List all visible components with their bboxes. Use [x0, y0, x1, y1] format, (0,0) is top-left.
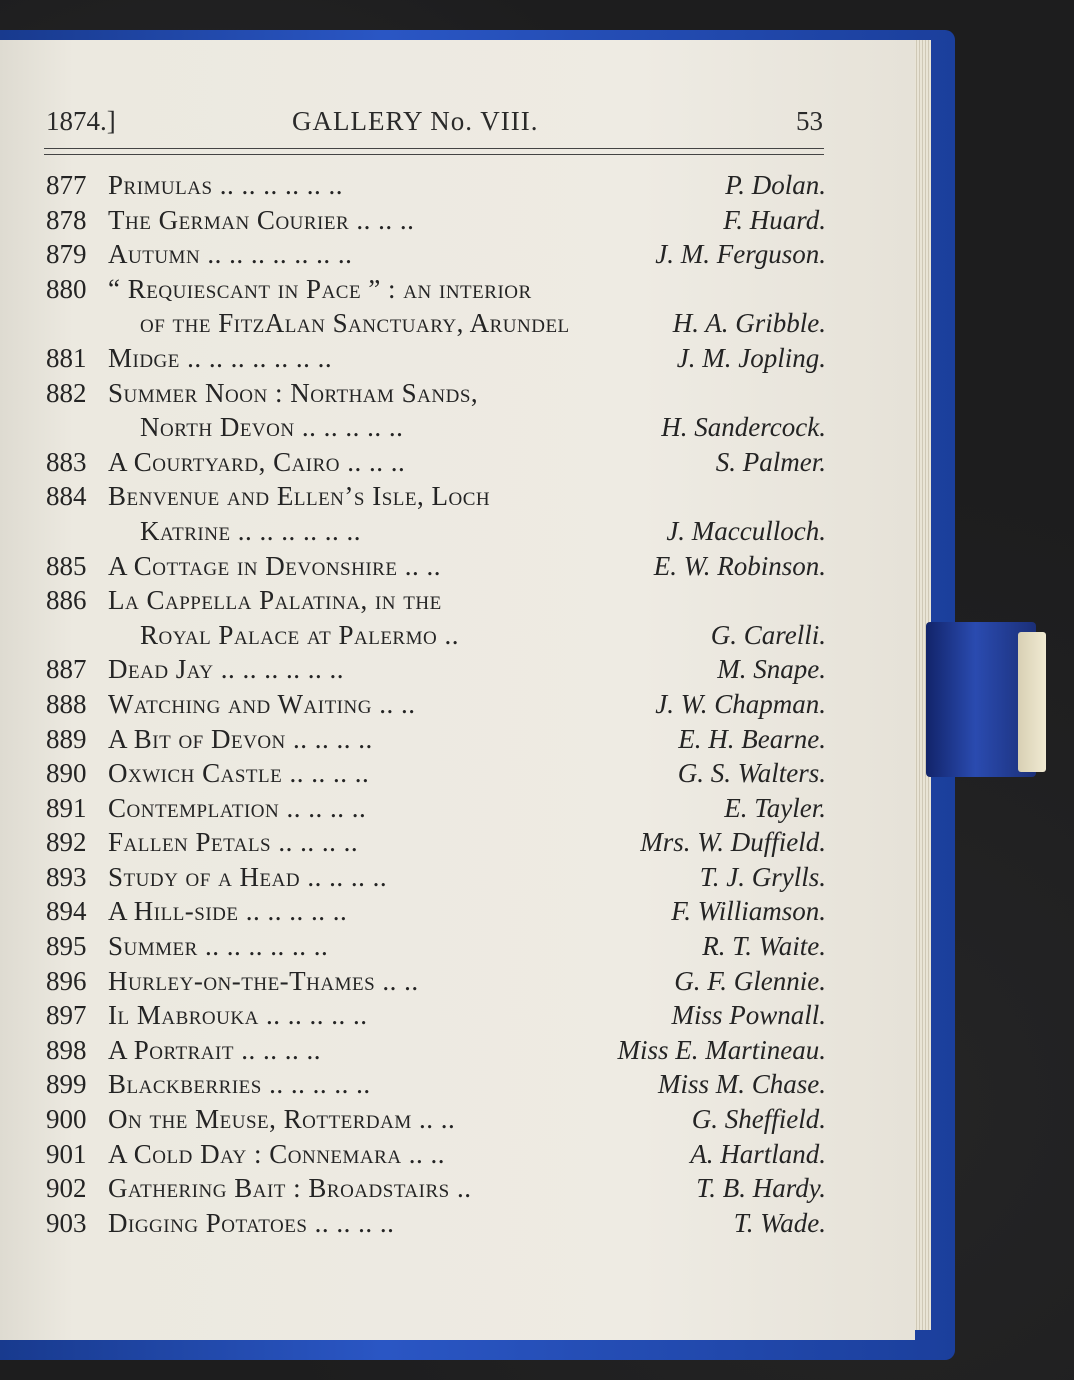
catalogue-entry [46, 341, 836, 376]
catalogue-entry [46, 964, 836, 999]
entry-artist: G. F. Glennie. [674, 965, 826, 996]
entry-number: 891 [46, 792, 87, 823]
entry-title: Benvenue and Ellen’s Isle, Loch [108, 481, 491, 512]
entry-number: 896 [46, 965, 87, 996]
entry-title: “ Requiescant in Pace ” : an interior [108, 273, 532, 304]
catalogue-entry [46, 756, 836, 791]
entry-artist: A. Hartland. [690, 1138, 826, 1169]
entry-title: A Cold Day : Connemara .. .. [108, 1138, 446, 1169]
entry-artist: E. Tayler. [724, 792, 826, 823]
entry-number: 897 [46, 1000, 87, 1031]
catalogue-entry [46, 687, 836, 722]
entry-number: 879 [46, 239, 87, 270]
entry-artist: Miss E. Martineau. [617, 1034, 826, 1065]
entry-artist: Miss M. Chase. [658, 1069, 826, 1100]
entry-title: Contemplation .. .. .. .. [108, 792, 367, 823]
catalogue-entry [46, 1102, 836, 1137]
entry-artist: E. H. Bearne. [678, 723, 826, 754]
clasp-tip [1018, 632, 1046, 772]
catalogue-entry [46, 445, 836, 480]
catalogue-entry [46, 791, 836, 826]
entry-title-continued: of the FitzAlan Sanctuary, Arundel [140, 308, 570, 339]
catalogue-entry [46, 583, 836, 652]
catalogue-entry [46, 479, 836, 548]
entry-title: Hurley-on-the-Thames .. .. [108, 965, 419, 996]
entry-artist: H. Sandercock. [661, 412, 826, 443]
entry-number: 900 [46, 1104, 87, 1135]
entry-number: 894 [46, 896, 87, 927]
entry-title-continued: Royal Palace at Palermo .. [140, 619, 459, 650]
entry-title: A Bit of Devon .. .. .. .. [108, 723, 373, 754]
entry-number: 895 [46, 931, 87, 962]
catalogue-entry [46, 168, 836, 203]
entry-number: 888 [46, 688, 87, 719]
catalogue-entry [46, 1206, 836, 1241]
entry-title: Dead Jay .. .. .. .. .. .. [108, 654, 345, 685]
entry-artist: S. Palmer. [715, 446, 826, 477]
entry-title: La Cappella Palatina, in the [108, 585, 442, 616]
entry-title-continued: Katrine .. .. .. .. .. .. [140, 515, 362, 546]
header-year: 1874.] [46, 106, 116, 136]
entry-artist: G. S. Walters. [677, 758, 826, 789]
entry-number: 890 [46, 758, 87, 789]
entry-number: 885 [46, 550, 87, 581]
entry-number: 903 [46, 1207, 87, 1238]
entry-artist: J. Macculloch. [666, 515, 826, 546]
entry-number: 878 [46, 204, 87, 235]
entry-artist: Miss Pownall. [671, 1000, 826, 1031]
catalogue-entry [46, 272, 836, 341]
entry-artist: J. M. Ferguson. [655, 239, 826, 270]
entry-artist: T. Wade. [733, 1207, 826, 1238]
entry-artist: J. M. Jopling. [676, 342, 826, 373]
entry-artist: G. Sheffield. [691, 1104, 826, 1135]
entry-number: 901 [46, 1138, 87, 1169]
catalogue-entry [46, 825, 836, 860]
entry-title: Autumn .. .. .. .. .. .. .. [108, 239, 353, 270]
entry-number: 889 [46, 723, 87, 754]
entry-artist: T. B. Hardy. [696, 1173, 826, 1204]
catalogue-entry [46, 998, 836, 1033]
entry-number: 898 [46, 1034, 87, 1065]
catalogue-entry [46, 203, 836, 238]
entry-title: Il Mabrouka .. .. .. .. .. [108, 1000, 368, 1031]
entry-artist: R. T. Waite. [702, 931, 826, 962]
entry-title: Midge .. .. .. .. .. .. .. [108, 342, 333, 373]
entry-artist: J. W. Chapman. [655, 688, 826, 719]
page-number: 53 [796, 106, 823, 136]
entry-number: 884 [46, 481, 87, 512]
entry-title: Study of a Head .. .. .. .. [108, 861, 388, 892]
catalogue-entry [46, 549, 836, 584]
entry-artist: Mrs. W. Duffield. [640, 827, 826, 858]
entry-number: 880 [46, 273, 87, 304]
entry-title: Digging Potatoes .. .. .. .. [108, 1207, 395, 1238]
entry-title: A Courtyard, Cairo .. .. .. [108, 446, 406, 477]
catalogue-entry [46, 1171, 836, 1206]
catalogue-entry [46, 1033, 836, 1068]
entry-number: 877 [46, 170, 87, 200]
entry-number: 902 [46, 1173, 87, 1204]
entry-artist: T. J. Grylls. [699, 861, 826, 892]
entry-title: Summer .. .. .. .. .. .. [108, 931, 329, 962]
catalogue-entry [46, 894, 836, 929]
entry-artist: H. A. Gribble. [672, 308, 826, 339]
catalogue-entry [46, 1137, 836, 1172]
entry-title: A Hill-side .. .. .. .. .. [108, 896, 348, 927]
catalogue-entry [46, 722, 836, 757]
entry-title: A Cottage in Devonshire .. .. [108, 550, 441, 581]
entry-title: Watching and Waiting .. .. [108, 688, 416, 719]
page-title: GALLERY No. VIII. [292, 106, 539, 136]
entry-artist: M. Snape. [717, 654, 826, 685]
catalogue-entry [46, 1067, 836, 1102]
entry-title: Blackberries .. .. .. .. .. [108, 1069, 371, 1100]
entry-number: 899 [46, 1069, 87, 1100]
entry-title: Gathering Bait : Broadstairs .. [108, 1173, 472, 1204]
entry-number: 881 [46, 342, 87, 373]
entry-title: On the Meuse, Rotterdam .. .. [108, 1104, 456, 1135]
entry-artist: G. Carelli. [710, 619, 826, 650]
entry-title: A Portrait .. .. .. .. [108, 1034, 321, 1065]
entry-number: 887 [46, 654, 87, 685]
entry-number: 882 [46, 377, 87, 408]
catalogue-entry [46, 237, 836, 272]
entry-number: 892 [46, 827, 87, 858]
entry-title: Fallen Petals .. .. .. .. [108, 827, 359, 858]
entry-artist: F. Huard. [723, 204, 826, 235]
catalogue-entry [46, 860, 836, 895]
catalogue-list [46, 168, 836, 1240]
entry-number: 883 [46, 446, 87, 477]
catalogue-entry [46, 929, 836, 964]
entry-artist: P. Dolan. [725, 170, 826, 200]
catalogue-entry [46, 652, 836, 687]
entry-number: 886 [46, 585, 87, 616]
entry-title: Summer Noon : Northam Sands, [108, 377, 479, 408]
entry-title: Primulas .. .. .. .. .. .. [108, 170, 344, 200]
entry-artist: E. W. Robinson. [653, 550, 826, 581]
entry-artist: F. Williamson. [671, 896, 826, 927]
entry-title: The German Courier .. .. .. [108, 204, 415, 235]
entry-title: Oxwich Castle .. .. .. .. [108, 758, 370, 789]
header-rule [44, 148, 824, 155]
entry-number: 893 [46, 861, 87, 892]
catalogue-entry [46, 376, 836, 445]
entry-title-continued: North Devon .. .. .. .. .. [140, 412, 404, 443]
